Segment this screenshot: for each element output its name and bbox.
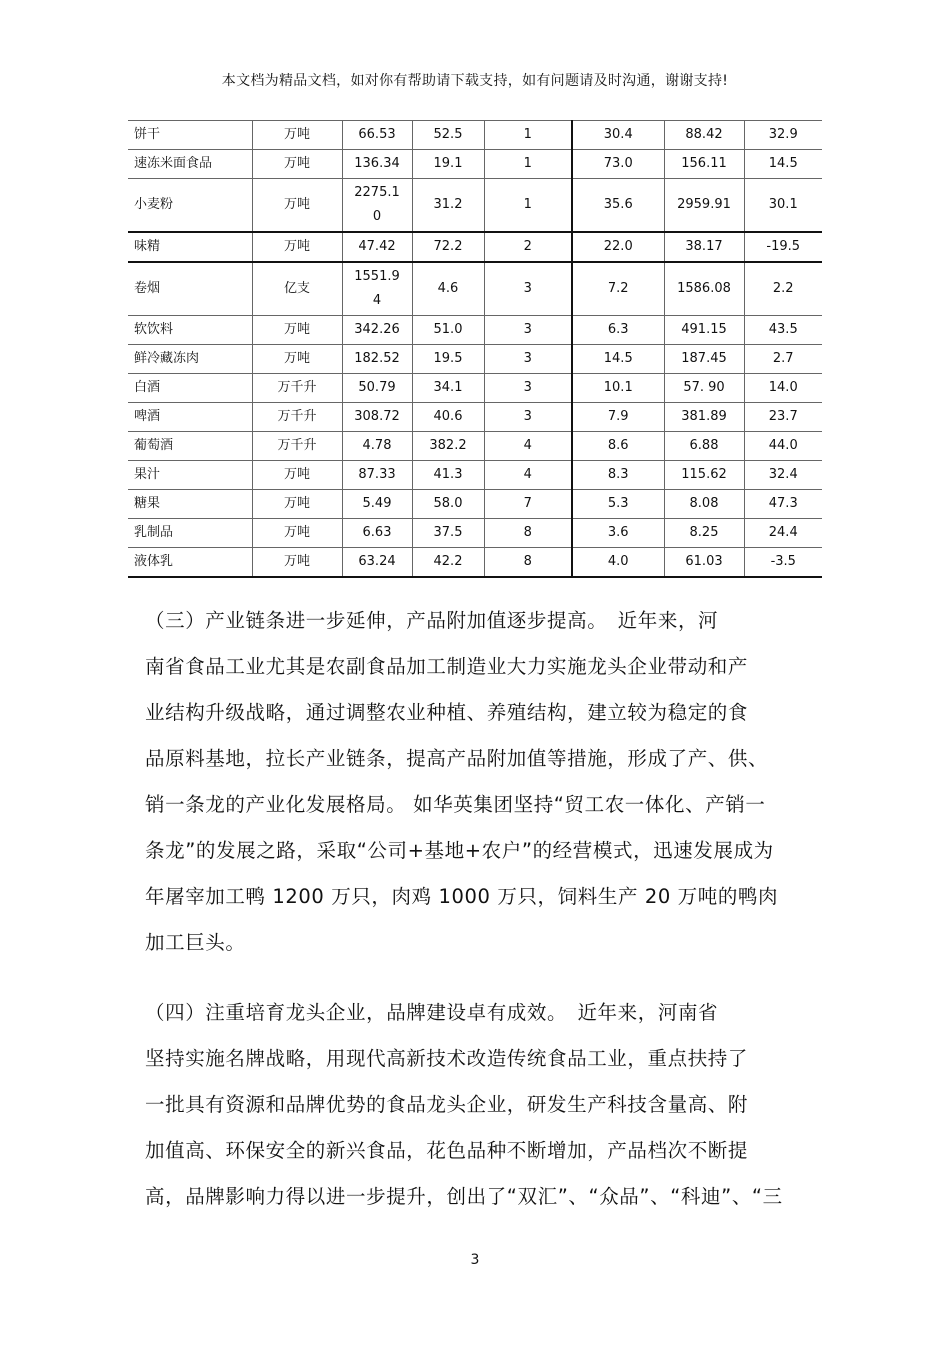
- table-cell: 3: [484, 403, 572, 432]
- table-cell: 4.78: [342, 432, 412, 461]
- table-cell: 51.0: [412, 316, 484, 345]
- page-number: 3: [470, 1252, 480, 1268]
- table-cell: 3: [484, 262, 572, 316]
- table-cell: 156.11: [664, 150, 744, 179]
- table-row: [128, 150, 822, 179]
- table-cell: 182.52: [342, 345, 412, 374]
- table-row: [128, 121, 822, 150]
- table-cell: 14.5: [744, 150, 822, 179]
- table-cell: 88.42: [664, 121, 744, 150]
- table-cell: 啤酒: [128, 403, 252, 432]
- table-cell: 52.5: [412, 121, 484, 150]
- table-cell: 23.7: [744, 403, 822, 432]
- table-cell: 22.0: [572, 232, 664, 262]
- table-cell: 卷烟: [128, 262, 252, 316]
- table-cell: 35.6: [572, 179, 664, 233]
- table-cell: 2: [484, 232, 572, 262]
- table-cell: 软饮料: [128, 316, 252, 345]
- table-row: [128, 179, 822, 233]
- table-cell: 万吨: [252, 150, 342, 179]
- table-cell: 4.0: [572, 548, 664, 578]
- table-cell: 34.1: [412, 374, 484, 403]
- table-cell: 4: [484, 461, 572, 490]
- table-cell: 乳制品: [128, 519, 252, 548]
- table-cell: 万千升: [252, 403, 342, 432]
- paragraph-line: 条龙”的发展之路，采取“公司+基地+农户”的经营模式，迅速发展成为: [145, 839, 774, 862]
- table-cell: 37.5: [412, 519, 484, 548]
- table-cell: 鲜冷藏冻肉: [128, 345, 252, 374]
- paragraph-line: 销一条龙的产业化发展格局。 如华英集团坚持“贸工农一体化、产销一: [145, 793, 766, 816]
- table-cell: 47.3: [744, 490, 822, 519]
- table-cell: 41.3: [412, 461, 484, 490]
- table-cell: -19.5: [744, 232, 822, 262]
- table-row: [128, 548, 822, 578]
- table-cell: 47.42: [342, 232, 412, 262]
- table-cell: 30.1: [744, 179, 822, 233]
- table-cell: 40.6: [412, 403, 484, 432]
- paragraph-line: 加值高、环保安全的新兴食品，花色品种不断增加，产品档次不断提: [145, 1139, 749, 1162]
- table-row: [128, 461, 822, 490]
- table-cell: 液体乳: [128, 548, 252, 578]
- table-row: [128, 490, 822, 519]
- table-cell: 小麦粉: [128, 179, 252, 233]
- table-cell: 50.79: [342, 374, 412, 403]
- table-cell: 8: [484, 519, 572, 548]
- table-cell: 5.49: [342, 490, 412, 519]
- table-cell: 万吨: [252, 461, 342, 490]
- table-cell: 44.0: [744, 432, 822, 461]
- table-cell: 2275.10: [342, 179, 412, 233]
- table-cell: 万吨: [252, 121, 342, 150]
- table-cell: 66.53: [342, 121, 412, 150]
- table-cell: 1: [484, 121, 572, 150]
- table-cell: 19.5: [412, 345, 484, 374]
- table-row: [128, 374, 822, 403]
- table-cell: 万吨: [252, 345, 342, 374]
- table-cell: 115.62: [664, 461, 744, 490]
- table-cell: 10.1: [572, 374, 664, 403]
- table-cell: 61.03: [664, 548, 744, 578]
- table-cell: 6.88: [664, 432, 744, 461]
- table-cell: 57. 90: [664, 374, 744, 403]
- paragraph-4: [145, 990, 835, 1220]
- table-cell: 6.63: [342, 519, 412, 548]
- table-cell: 2.7: [744, 345, 822, 374]
- table-cell: 8.08: [664, 490, 744, 519]
- paragraph-line: 业结构升级战略，通过调整农业种植、养殖结构，建立较为稳定的食: [145, 701, 749, 724]
- table-cell: 491.15: [664, 316, 744, 345]
- paragraph-line: （四）注重培育龙头企业，品牌建设卓有成效。 近年来，河南省: [145, 1001, 719, 1024]
- table-cell: 万千升: [252, 374, 342, 403]
- paragraph-line: 一批具有资源和品牌优势的食品龙头企业，研发生产科技含量高、附: [145, 1093, 749, 1116]
- table-cell: 糖果: [128, 490, 252, 519]
- table-cell: 1: [484, 150, 572, 179]
- table-cell: 5.3: [572, 490, 664, 519]
- table-cell: 饼干: [128, 121, 252, 150]
- paragraph-line: 年屠宰加工鸭 1200 万只，肉鸡 1000 万只，饲料生产 20 万吨的鸭肉: [145, 885, 779, 908]
- table-cell: 葡萄酒: [128, 432, 252, 461]
- table-cell: 58.0: [412, 490, 484, 519]
- paragraph-line: 南省食品工业尤其是农副食品加工制造业大力实施龙头企业带动和产: [145, 655, 749, 678]
- table-cell: 308.72: [342, 403, 412, 432]
- table-cell: 382.2: [412, 432, 484, 461]
- table-cell: 32.4: [744, 461, 822, 490]
- table-cell: 4: [484, 432, 572, 461]
- table-cell: 果汁: [128, 461, 252, 490]
- table-row: [128, 403, 822, 432]
- table-row: [128, 519, 822, 548]
- table-cell: 3: [484, 345, 572, 374]
- page-header: 本文档为精品文档，如对你有帮助请下载支持，如有问题请及时沟通，谢谢支持!: [221, 73, 729, 89]
- table-cell: 381.89: [664, 403, 744, 432]
- table-cell: 4.6: [412, 262, 484, 316]
- table-cell: 38.17: [664, 232, 744, 262]
- production-table: [128, 120, 822, 578]
- table-cell: 万千升: [252, 432, 342, 461]
- table-cell: 万吨: [252, 490, 342, 519]
- paragraph-line: 高，品牌影响力得以进一步提升，创出了“双汇”、“众品”、“科迪”、“三: [145, 1185, 783, 1208]
- table-cell: 7.2: [572, 262, 664, 316]
- table-cell: 19.1: [412, 150, 484, 179]
- table-cell: 白酒: [128, 374, 252, 403]
- table-cell: -3.5: [744, 548, 822, 578]
- table-cell: 味精: [128, 232, 252, 262]
- table-cell: 3: [484, 374, 572, 403]
- table-cell: 万吨: [252, 316, 342, 345]
- paragraph-line: 加工巨头。: [145, 931, 246, 954]
- table-cell: 87.33: [342, 461, 412, 490]
- table-row: [128, 232, 822, 262]
- table-row: [128, 262, 822, 316]
- table-cell: 32.9: [744, 121, 822, 150]
- table-cell: 7.9: [572, 403, 664, 432]
- table-cell: 1586.08: [664, 262, 744, 316]
- table-cell: 8.6: [572, 432, 664, 461]
- table-cell: 30.4: [572, 121, 664, 150]
- table-cell: 万吨: [252, 232, 342, 262]
- paragraph-line: 品原料基地，拉长产业链条，提高产品附加值等措施，形成了产、供、: [145, 747, 769, 770]
- table-cell: 万吨: [252, 548, 342, 578]
- table-cell: 万吨: [252, 519, 342, 548]
- paragraph-line: （三）产业链条进一步延伸，产品附加值逐步提高。 近年来，河: [145, 609, 719, 632]
- table-cell: 73.0: [572, 150, 664, 179]
- table-cell: 8: [484, 548, 572, 578]
- table-cell: 2.2: [744, 262, 822, 316]
- table-cell: 2959.91: [664, 179, 744, 233]
- paragraph-line: 坚持实施名牌战略，用现代高新技术改造传统食品工业，重点扶持了: [145, 1047, 749, 1070]
- table-cell: 万吨: [252, 179, 342, 233]
- table-cell: 8.25: [664, 519, 744, 548]
- table-cell: 1: [484, 179, 572, 233]
- table-cell: 342.26: [342, 316, 412, 345]
- table-cell: 14.5: [572, 345, 664, 374]
- table-cell: 42.2: [412, 548, 484, 578]
- table-cell: 63.24: [342, 548, 412, 578]
- table-cell: 7: [484, 490, 572, 519]
- table-row: [128, 316, 822, 345]
- table-cell: 3.6: [572, 519, 664, 548]
- table-cell: 43.5: [744, 316, 822, 345]
- table-cell: 6.3: [572, 316, 664, 345]
- paragraph-3: [145, 598, 835, 966]
- table-cell: 1551.94: [342, 262, 412, 316]
- table-cell: 136.34: [342, 150, 412, 179]
- table-cell: 速冻米面食品: [128, 150, 252, 179]
- table-row: [128, 432, 822, 461]
- table-cell: 24.4: [744, 519, 822, 548]
- table-cell: 14.0: [744, 374, 822, 403]
- table-cell: 187.45: [664, 345, 744, 374]
- table-cell: 亿支: [252, 262, 342, 316]
- table-cell: 3: [484, 316, 572, 345]
- table-row: [128, 345, 822, 374]
- table-cell: 8.3: [572, 461, 664, 490]
- table-cell: 31.2: [412, 179, 484, 233]
- table-cell: 72.2: [412, 232, 484, 262]
